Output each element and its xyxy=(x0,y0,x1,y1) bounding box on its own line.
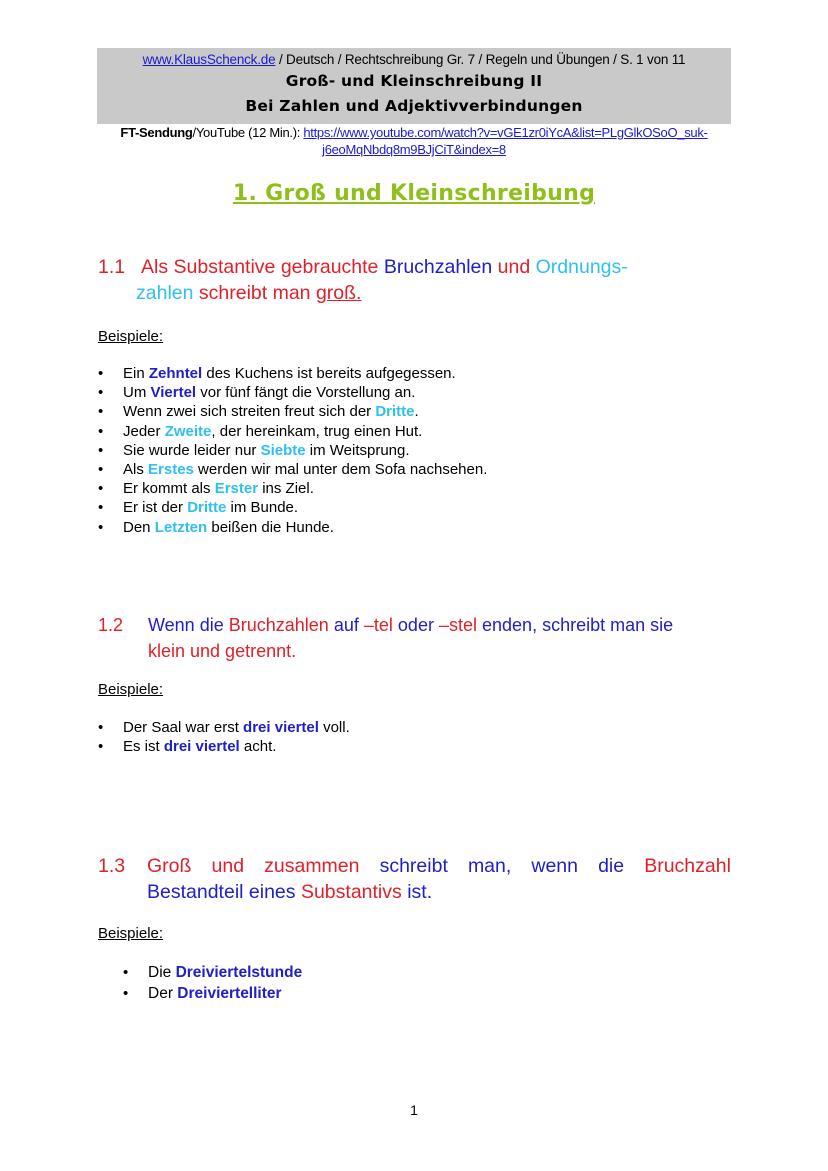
example-text: Um xyxy=(123,384,151,402)
document-header xyxy=(97,48,731,124)
examples-list xyxy=(148,962,302,1004)
breadcrumb xyxy=(97,48,731,69)
rule-keyword: Ordnungs- xyxy=(535,256,628,278)
rule-text: schreibt xyxy=(379,855,448,877)
rule-number: 1.3 xyxy=(98,855,126,877)
example-keyword: Erstes xyxy=(148,460,194,478)
example-item xyxy=(123,364,487,383)
rule-number: 1.1 xyxy=(98,256,126,278)
example-keyword: Dritte xyxy=(375,403,415,421)
example-item xyxy=(123,383,487,402)
rule-text: schreibt man xyxy=(198,282,311,304)
example-text: Der xyxy=(148,985,178,1002)
rule-keyword: zusammen xyxy=(264,855,360,877)
rule-text: wenn xyxy=(531,855,578,877)
rule-keyword: Bruchzahl xyxy=(644,855,731,877)
example-keyword: Letzten xyxy=(154,518,208,536)
examples-list xyxy=(123,364,487,537)
example-item xyxy=(148,983,302,1004)
example-text: Ein xyxy=(123,365,149,382)
example-item xyxy=(123,402,487,421)
example-item xyxy=(123,718,350,737)
example-text: . xyxy=(414,403,419,421)
page-number: 1 xyxy=(410,1102,418,1118)
examples-heading: Beispiele: xyxy=(98,681,164,698)
example-keyword: Viertel xyxy=(150,384,197,402)
rule-text: auf xyxy=(333,615,359,635)
rule-keyword: zahlen xyxy=(136,282,194,304)
rule-keyword: Groß xyxy=(147,855,192,877)
example-text: werden wir mal unter dem Sofa nachsehen. xyxy=(193,460,488,478)
example-text: voll. xyxy=(318,719,350,736)
video-info: /YouTube (12 Min.): xyxy=(192,125,304,140)
video-reference xyxy=(97,124,731,158)
example-keyword: drei viertel xyxy=(163,738,240,756)
rule-emphasis: klein und getrennt. xyxy=(148,641,297,661)
example-item xyxy=(123,460,487,479)
example-keyword: Dreiviertelstunde xyxy=(175,964,303,981)
breadcrumb-path: / Deutsch / Rechtschreibung Gr. 7 / Regeln und Übungen / S. 1 von 11 xyxy=(275,52,686,67)
examples-list xyxy=(123,718,350,756)
example-text: Wenn zwei sich streiten freut sich der xyxy=(123,403,376,421)
rule-keyword: Substantivs xyxy=(300,881,402,903)
example-keyword: drei viertel xyxy=(243,719,319,736)
example-text: acht. xyxy=(239,738,277,756)
rule-text: ist. xyxy=(407,881,433,903)
rule-text: die xyxy=(598,855,625,877)
rule-keyword: Bruchzahlen xyxy=(228,615,329,635)
video-label: FT-Sendung xyxy=(120,125,193,140)
header-subtitle: Bei Zahlen und Adjektivverbindungen xyxy=(245,97,583,115)
examples-heading: Beispiele: xyxy=(98,925,164,942)
rule-text: Bestandteil eines xyxy=(147,881,296,903)
example-text: Es ist xyxy=(123,738,164,756)
example-keyword: Siebte xyxy=(260,441,306,459)
examples-heading: Beispiele: xyxy=(98,328,164,345)
example-text: Er kommt als xyxy=(123,480,215,498)
example-text: Den xyxy=(123,518,155,536)
rule-text: man, xyxy=(467,855,512,877)
example-text: Als xyxy=(123,460,149,478)
header-title: Groß- und Kleinschreibung II xyxy=(285,72,543,90)
example-keyword: Dreiviertelliter xyxy=(177,985,282,1002)
example-item xyxy=(148,962,302,983)
rule-keyword: Bruchzahlen xyxy=(383,256,493,278)
rule-text: und xyxy=(497,256,531,278)
example-keyword: Dritte xyxy=(187,499,227,517)
rule-keyword: –tel xyxy=(363,615,393,635)
rule-number: 1.2 xyxy=(98,615,124,635)
example-keyword: Zehntel xyxy=(148,365,203,382)
site-link[interactable]: www.KlausSchenck.de xyxy=(142,52,276,67)
rule-emphasis: groß. xyxy=(315,282,362,304)
example-text: Jeder xyxy=(123,422,165,440)
rule-text: enden, schreibt man sie xyxy=(482,615,674,635)
example-item xyxy=(123,518,487,537)
rule-1-2 xyxy=(98,612,731,664)
rule-text: oder xyxy=(397,615,434,635)
example-text: beißen die Hunde. xyxy=(207,518,334,536)
example-text: , der hereinkam, trug einen Hut. xyxy=(211,422,423,440)
video-link[interactable]: https://www.youtube.com/watch?v=vGE1zr0iYcA&list=PLgGlkOSoO_suk- xyxy=(303,125,708,140)
example-text: im Bunde. xyxy=(226,499,299,517)
example-text: des Kuchens ist bereits aufgegessen. xyxy=(202,365,456,382)
rule-text: Wenn die xyxy=(148,615,224,635)
rule-text: Als Substantive gebrauchte xyxy=(141,256,379,278)
rule-1-3 xyxy=(98,853,731,905)
rule-keyword: –stel xyxy=(438,615,477,635)
example-text: Sie wurde leider nur xyxy=(123,441,261,459)
example-text: Er ist der xyxy=(123,499,188,517)
example-item xyxy=(123,479,487,498)
example-item xyxy=(123,498,487,517)
rule-text: und xyxy=(211,855,245,877)
example-text: Die xyxy=(148,964,176,981)
page-title: 1. Groß und Kleinschreibung xyxy=(232,181,596,206)
video-link-continued[interactable]: j6eoMqNbdq8m9BJjCiT&index=8 xyxy=(322,142,506,157)
example-text: Der Saal war erst xyxy=(123,719,244,736)
example-text: im Weitsprung. xyxy=(305,441,410,459)
example-item xyxy=(123,441,487,460)
example-keyword: Erster xyxy=(214,480,259,498)
example-text: ins Ziel. xyxy=(258,480,314,498)
example-item xyxy=(123,422,487,441)
rule-1-1 xyxy=(98,254,731,306)
example-item xyxy=(123,737,350,756)
example-keyword: Zweite xyxy=(164,422,212,440)
example-text: vor fünf fängt die Vorstellung an. xyxy=(196,384,416,402)
